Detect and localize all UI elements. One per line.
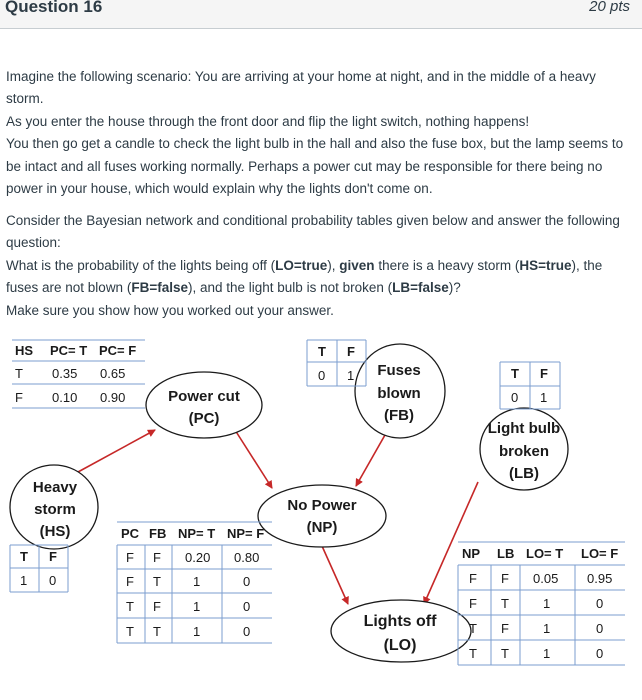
cpt-power-cut	[12, 340, 145, 408]
svg-text:T: T	[126, 599, 134, 614]
svg-text:0.35: 0.35	[52, 366, 78, 381]
svg-text:1: 1	[347, 368, 355, 383]
svg-text:T: T	[511, 366, 519, 381]
svg-text:storm: storm	[34, 501, 76, 518]
svg-text:Lights off: Lights off	[363, 613, 437, 630]
svg-text:T: T	[318, 344, 326, 359]
svg-text:Fuses: Fuses	[377, 362, 421, 379]
svg-text:F: F	[153, 599, 161, 614]
svg-text:blown: blown	[377, 385, 421, 402]
svg-text:NP= F: NP= F	[227, 526, 265, 541]
svg-text:0.95: 0.95	[587, 571, 613, 586]
svg-text:F: F	[153, 550, 161, 565]
svg-text:No Power: No Power	[287, 497, 357, 514]
svg-text:0.20: 0.20	[185, 550, 211, 565]
scenario-line-2: As you enter the house through the front door and flip the light switch, nothing happens!	[6, 113, 530, 129]
svg-text:T: T	[153, 574, 161, 589]
svg-text:Power cut: Power cut	[168, 388, 240, 405]
svg-text:0.10: 0.10	[52, 390, 78, 405]
svg-text:F: F	[540, 366, 548, 381]
svg-text:T: T	[15, 366, 23, 381]
svg-text:0: 0	[596, 621, 604, 636]
svg-text:(LB): (LB)	[509, 465, 539, 482]
svg-text:1: 1	[193, 574, 201, 589]
edge-fb-np	[356, 435, 385, 486]
svg-text:0: 0	[49, 573, 57, 588]
svg-text:F: F	[15, 390, 23, 405]
svg-text:T: T	[501, 596, 509, 611]
question-points: 20 pts	[589, 0, 630, 15]
svg-text:0: 0	[243, 574, 251, 589]
svg-text:1: 1	[543, 621, 551, 636]
svg-text:1: 1	[193, 624, 201, 639]
svg-text:F: F	[347, 344, 355, 359]
svg-text:1: 1	[543, 646, 551, 661]
cpt-no-power	[117, 522, 272, 643]
svg-text:T: T	[501, 646, 509, 661]
svg-text:F: F	[126, 550, 134, 565]
svg-text:PC= F: PC= F	[99, 343, 137, 358]
svg-text:1: 1	[20, 573, 28, 588]
svg-text:T: T	[469, 621, 477, 636]
cpt-lights-off	[458, 542, 625, 665]
task-intro: Consider the Bayesian network and conditional probability tables given below and answer the following question:	[6, 213, 620, 251]
svg-text:LO= T: LO= T	[526, 546, 564, 561]
svg-text:(NP): (NP)	[306, 519, 338, 536]
node-heavy-storm	[10, 465, 98, 549]
cpt-heavy-storm	[10, 545, 68, 592]
cpt-light-bulb	[500, 362, 560, 409]
svg-text:PC: PC	[121, 526, 140, 541]
svg-text:F: F	[469, 596, 477, 611]
svg-text:0.90: 0.90	[100, 390, 126, 405]
question-title: Question 16	[5, 0, 103, 16]
svg-text:FB: FB	[149, 526, 167, 541]
svg-text:T: T	[469, 646, 477, 661]
svg-text:0.80: 0.80	[234, 550, 260, 565]
node-power-cut	[146, 372, 262, 438]
svg-text:T: T	[126, 624, 134, 639]
svg-text:F: F	[126, 574, 134, 589]
svg-text:Heavy: Heavy	[32, 479, 78, 496]
svg-text:T: T	[20, 549, 28, 564]
svg-text:(LO): (LO)	[383, 637, 417, 654]
svg-text:LO= F: LO= F	[581, 546, 619, 561]
svg-text:NP= T: NP= T	[178, 526, 216, 541]
svg-text:NP: NP	[462, 546, 481, 561]
svg-text:(HS): (HS)	[39, 523, 71, 540]
scenario-intro: Imagine the following scenario: You are arriving at your home at night, and in the middle of a heavy storm.	[6, 69, 596, 107]
svg-text:1: 1	[193, 599, 201, 614]
task-show-work: Make sure you show how you worked out your answer.	[6, 302, 334, 318]
svg-text:HS: HS	[15, 343, 34, 358]
svg-text:0: 0	[596, 596, 604, 611]
svg-text:0: 0	[511, 390, 519, 405]
svg-text:T: T	[153, 624, 161, 639]
node-fuses-blown	[355, 344, 445, 438]
svg-text:0: 0	[318, 368, 326, 383]
svg-text:0: 0	[243, 624, 251, 639]
task-question: What is the probability of the lights being off (LO=true), given there is a heavy storm (HS=true), the fuses are not blown (FB=false), and the light bulb is not broken (LB=false)?	[6, 257, 603, 296]
svg-text:broken: broken	[498, 443, 550, 460]
edge-np-lo	[322, 546, 348, 604]
node-lights-off	[331, 600, 471, 662]
svg-text:(FB): (FB)	[384, 407, 414, 424]
node-no-power	[258, 485, 386, 547]
svg-text:F: F	[469, 571, 477, 586]
scenario-line-3: You then go get a candle to check the light bulb in the hall and also the fuse box, but the lamp seems to be intact and all fuses working normally. Perhaps a power cut may be responsible for there being no power in your house, which would explain why the lights don't come on.	[6, 136, 624, 197]
svg-text:(PC): (PC)	[188, 410, 220, 427]
svg-text:0: 0	[243, 599, 251, 614]
svg-text:F: F	[49, 549, 57, 564]
edge-hs-pc	[78, 430, 155, 472]
edge-pc-np	[235, 430, 272, 488]
svg-text:PC= T: PC= T	[50, 343, 88, 358]
svg-text:Light bulb: Light bulb	[487, 420, 561, 437]
svg-text:LB: LB	[497, 546, 515, 561]
svg-text:F: F	[501, 621, 509, 636]
node-light-bulb-broken	[480, 408, 568, 490]
svg-text:1: 1	[543, 596, 551, 611]
svg-text:0.65: 0.65	[100, 366, 126, 381]
svg-text:0.05: 0.05	[533, 571, 559, 586]
svg-text:F: F	[501, 571, 509, 586]
svg-text:0: 0	[596, 646, 604, 661]
svg-text:1: 1	[540, 390, 548, 405]
